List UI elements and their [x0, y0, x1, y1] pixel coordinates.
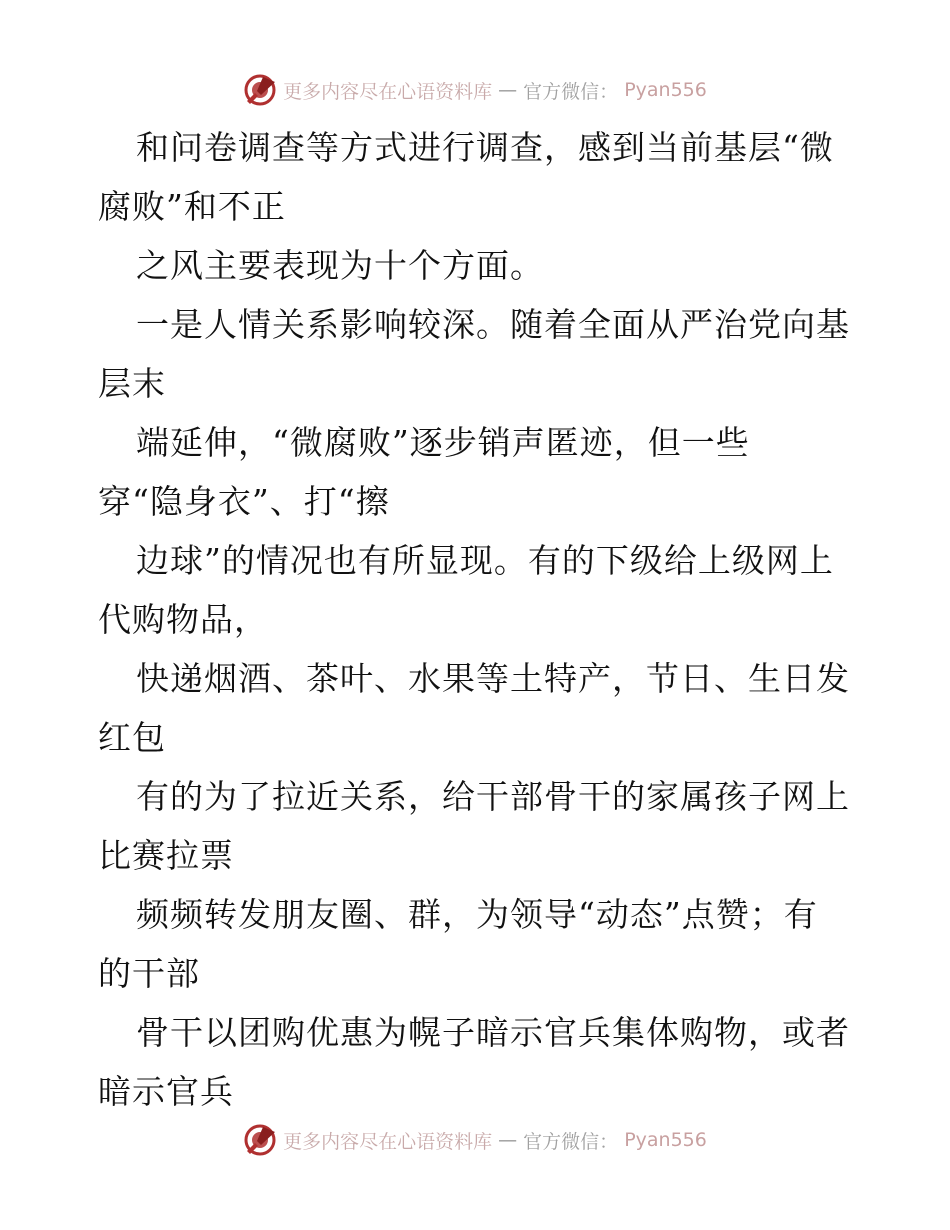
text-line-8: 边球”的情况也有所显现。有的下级给上级网上 [136, 541, 834, 580]
watermark-main-text: 更多内容尽在心语资料库 [283, 1130, 493, 1153]
text-line-15: 的干部 [98, 954, 200, 993]
text-line-2: 腐败”和不正 [98, 187, 286, 226]
text-line-1: 和问卷调查等方式进行调查，感到当前基层“微 [136, 128, 834, 167]
text-line-3: 之风主要表现为十个方面。 [136, 246, 544, 285]
watermark-contact-id: Pyan556 [624, 1129, 707, 1151]
text-line-17: 暗示官兵 [98, 1072, 234, 1111]
watermark-main-text: 更多内容尽在心语资料库 [283, 80, 493, 103]
text-line-13: 比赛拉票 [98, 836, 234, 875]
footer-watermark [0, 1120, 950, 1160]
text-line-11: 红包 [98, 718, 166, 757]
watermark-separator: — [498, 1129, 518, 1151]
text-line-16: 骨干以团购优惠为幌子暗示官兵集体购物，或者 [136, 1013, 850, 1052]
text-line-12: 有的为了拉近关系，给干部骨干的家属孩子网上 [136, 777, 850, 816]
text-line-10: 快递烟酒、茶叶、水果等土特产，节日、生日发 [136, 659, 850, 698]
text-line-14: 频频转发朋友圈、群，为领导“动态”点赞；有 [136, 895, 818, 934]
text-line-6: 端延伸，“微腐败”逐步销声匿迹，但一些 [136, 423, 750, 462]
text-line-9: 代购物品， [98, 600, 268, 639]
pen-seal-icon [243, 73, 277, 107]
header-watermark [0, 70, 950, 110]
pen-seal-icon [243, 1123, 277, 1157]
watermark-contact-id: Pyan556 [624, 79, 707, 101]
text-line-4: 一是人情关系影响较深。随着全面从严治党向基 [136, 305, 850, 344]
watermark-contact-label: 官方微信： [523, 1130, 619, 1153]
watermark-contact-label: 官方微信： [523, 80, 619, 103]
text-line-5: 层末 [98, 364, 166, 403]
document-body [98, 118, 858, 1121]
text-line-7: 穿“隐身衣”、打“擦 [98, 482, 390, 521]
watermark-separator: — [498, 79, 518, 101]
